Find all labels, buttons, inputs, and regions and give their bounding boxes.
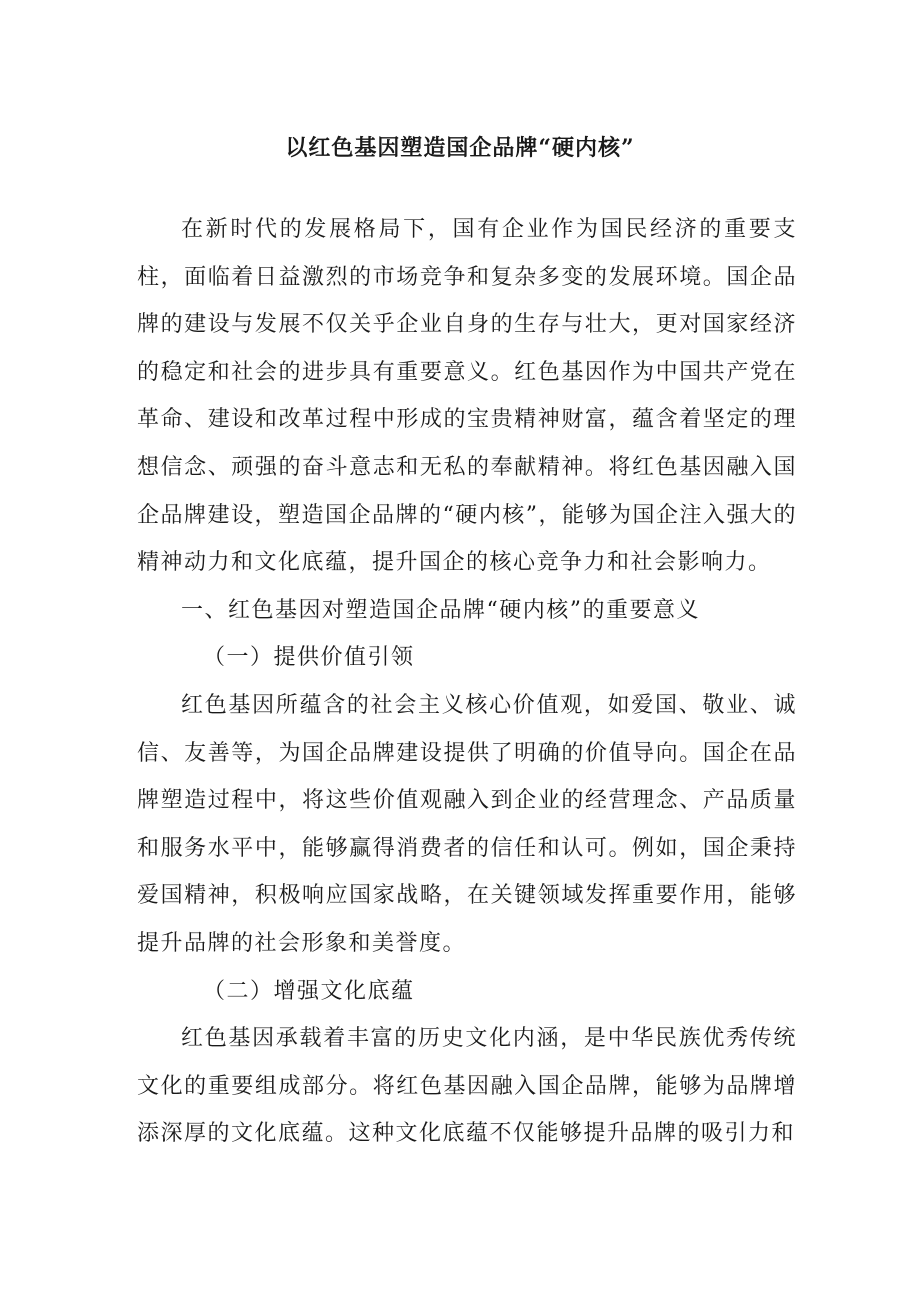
subsection-heading-2: （二）增强文化底蕴 bbox=[203, 978, 415, 1004]
document-body bbox=[137, 206, 797, 1158]
intro-paragraph: 在新时代的发展格局下，国有企业作为国民经济的重要支柱，面临着日益激烈的市场竞争和复杂多变的发展环境。国企品牌的建设与发展不仅关乎企业自身的生存与壮大，更对国家经济的稳定和社会的进步具有重要意义。红色基因作为中国共产党在革命、建设和改革过程中形成的宝贵精神财富，蕴含着坚定的理想信念、顽强的奋斗意志和无私的奉献精神。将红色基因融入国企品牌建设，塑造国企品牌的“硬内核”，能够为国企注入强大的精神动力和文化底蕴，提升国企的核心竞争力和社会影响力。 bbox=[137, 217, 797, 576]
document-title: 以红色基因塑造国企品牌“硬内核” bbox=[285, 135, 635, 161]
section-heading-1: 一、红色基因对塑造国企品牌“硬内核”的重要意义 bbox=[181, 597, 700, 623]
subsection-heading-1: （一）提供价值引领 bbox=[203, 645, 415, 671]
subsection-paragraph-1: 红色基因所蕴含的社会主义核心价值观，如爱国、敬业、诚信、友善等，为国企品牌建设提供了明确的价值导向。国企在品牌塑造过程中，将这些价值观融入到企业的经营理念、产品质量和服务水平中，能够赢得消费者的信任和认可。例如，国企秉持爱国精神，积极响应国家战略，在关键领域发挥重要作用，能够提升品牌的社会形象和美誉度。 bbox=[137, 692, 797, 956]
subsection-paragraph-2: 红色基因承载着丰富的历史文化内涵，是中华民族优秀传统文化的重要组成部分。将红色基因融入国企品牌，能够为品牌增添深厚的文化底蕴。这种文化底蕴不仅能够提升品牌的吸引力和 bbox=[137, 1026, 797, 1147]
